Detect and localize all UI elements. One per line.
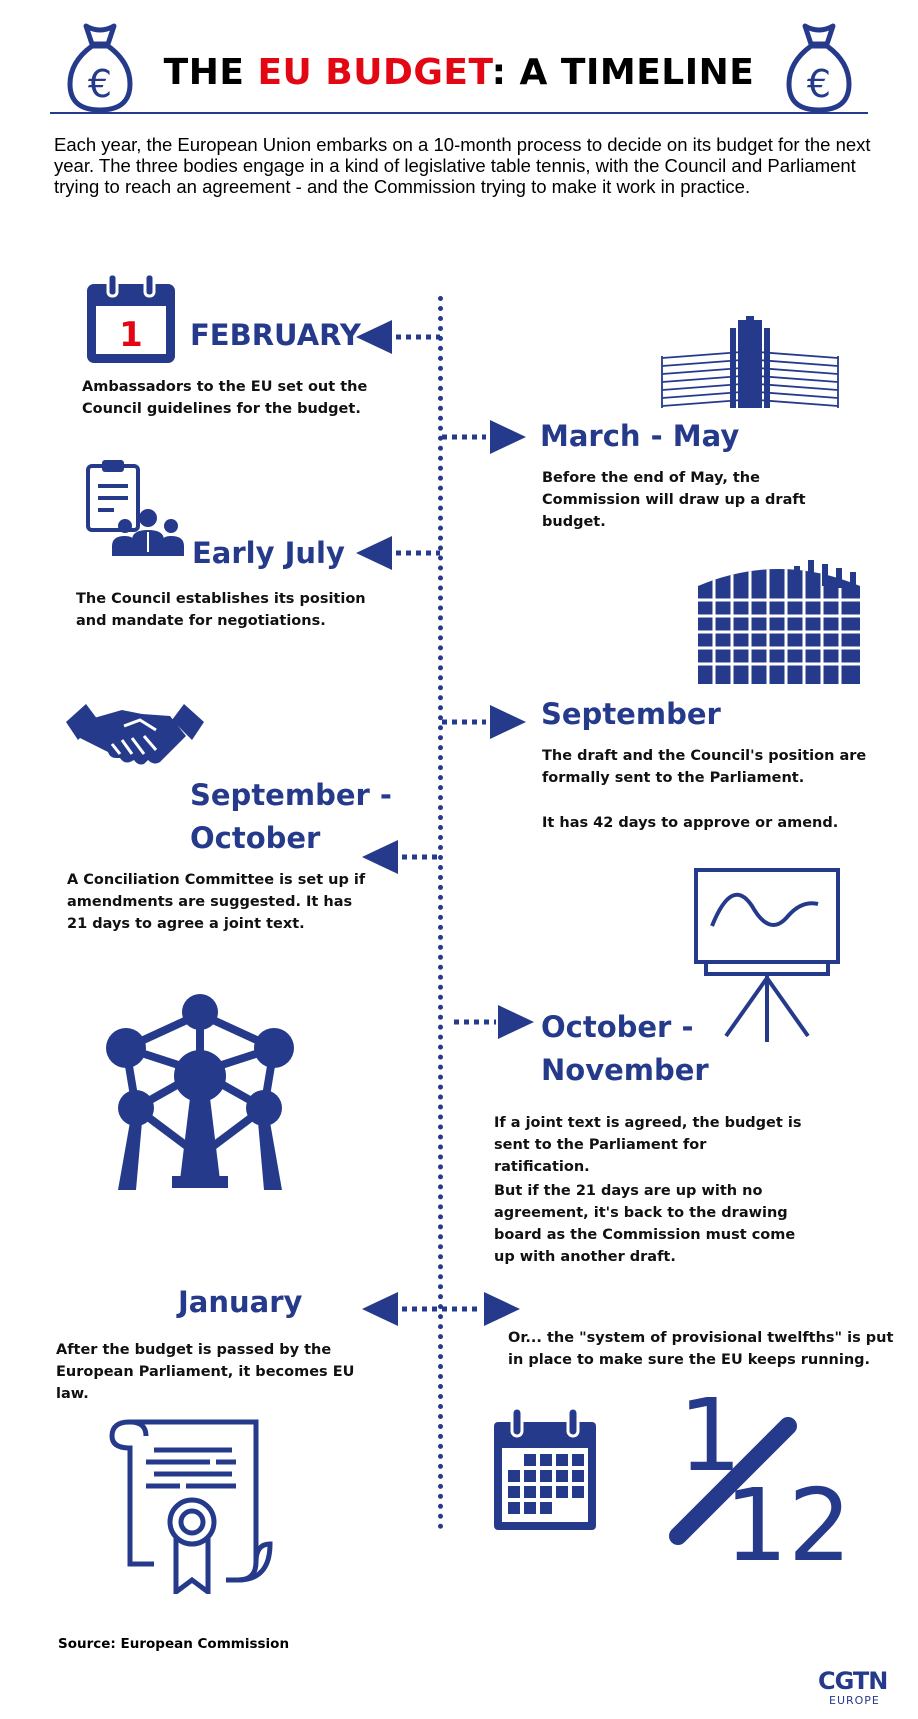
calendar-grid-icon xyxy=(490,1406,600,1534)
cgtn-logo: CGTN xyxy=(818,1667,888,1695)
parliament-building-icon xyxy=(694,556,864,686)
step-text-september: The draft and the Council's position are formally sent to the Parliament. xyxy=(542,748,867,786)
page-title xyxy=(0,52,918,93)
step-heading-january: January xyxy=(178,1285,303,1319)
fraction-one-twelfth xyxy=(660,1384,860,1568)
title-divider xyxy=(50,112,868,114)
step-heading-february: FEBRUARY xyxy=(190,318,361,352)
step-text2-oct-nov: But if the 21 days are up with no agreement, it's back to the drawing board as the Commission must come up with another draft. xyxy=(494,1183,796,1265)
step-text-provisional: Or... the "system of provisional twelfths" is put in place to make sure the EU keeps running. xyxy=(508,1330,894,1368)
arrow-right-icon xyxy=(442,418,526,456)
timeline-line xyxy=(438,296,443,1530)
step-heading-oct-nov-line1: October - xyxy=(541,1010,694,1044)
intro-text: Each year, the European Union embarks on a 10-month process to decide on its budget for the next year. The three bodies engage in a kind of legislative table tennis, with the Council and Parliament trying to reach an agreement - and the Commission trying to make it work in practice. xyxy=(54,134,871,197)
atomium-icon xyxy=(104,990,304,1192)
arrow-double-icon xyxy=(362,1290,520,1328)
chart-board-icon xyxy=(692,866,842,1044)
step-text-february: Ambassadors to the EU set out the Council guidelines for the budget. xyxy=(82,379,368,417)
step-text-sep-oct: A Conciliation Committee is set up if amendments are suggested. It has 21 days to agree a joint text. xyxy=(67,872,366,932)
step-heading-march-may: March - May xyxy=(540,419,740,453)
scroll-certificate-icon xyxy=(106,1408,276,1594)
step-text-early-july: The Council establishes its position and mandate for negotiations. xyxy=(76,591,366,629)
calendar-day: 1 xyxy=(119,315,143,355)
source-note: Source: European Commission xyxy=(58,1636,290,1652)
currency-symbol: € xyxy=(806,62,832,106)
cgtn-logo-sub: EUROPE xyxy=(829,1694,880,1707)
step-text-january: After the budget is passed by the European Parliament, it becomes EU law. xyxy=(56,1342,355,1402)
fraction-numerator: 1 xyxy=(678,1384,742,1494)
fraction-denominator: 12 xyxy=(724,1467,852,1568)
arrow-right-icon xyxy=(454,1003,534,1041)
handshake-icon xyxy=(64,700,206,768)
step-heading-oct-nov-line2: November xyxy=(541,1053,709,1087)
step-text2-september: It has 42 days to approve or amend. xyxy=(542,815,839,831)
commission-building-icon xyxy=(660,314,840,410)
step-heading-early-july: Early July xyxy=(192,536,345,570)
title-post: : A TIMELINE xyxy=(491,52,755,93)
step-heading-sep-oct-line1: September - xyxy=(190,778,392,812)
step-text-oct-nov: If a joint text is agreed, the budget is sent to the Parliament for ratification. xyxy=(494,1115,802,1175)
step-text-march-may: Before the end of May, the Commission will draw up a draft budget. xyxy=(542,470,806,530)
title-highlight: EU BUDGET xyxy=(257,52,492,93)
arrow-left-icon xyxy=(356,534,440,572)
arrow-right-icon xyxy=(442,703,526,741)
currency-symbol: € xyxy=(87,62,113,106)
arrow-left-icon xyxy=(356,318,440,356)
clipboard-people-icon xyxy=(84,456,186,558)
arrow-left-icon xyxy=(362,838,440,876)
step-heading-sep-oct-line2: October xyxy=(190,821,321,855)
step-heading-september: September xyxy=(541,697,721,731)
calendar-icon xyxy=(84,272,178,366)
title-pre: THE xyxy=(163,52,258,93)
